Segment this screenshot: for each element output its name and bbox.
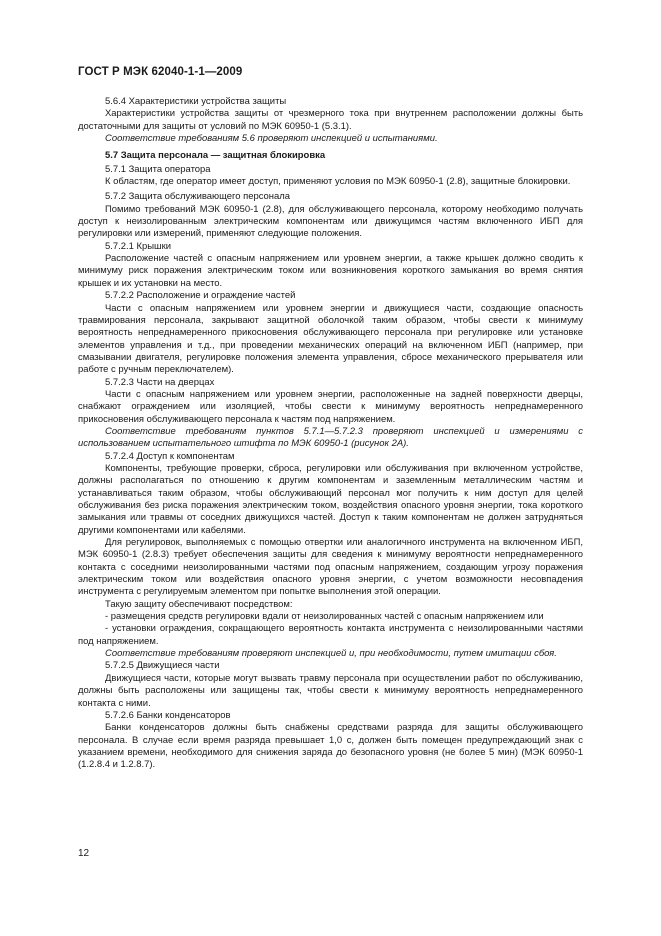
body-paragraph: Части с опасным напряжением или уровнем энергии и движущиеся части, создающие опасность травмирования персонала, закрывают защитной оболочкой таким образом, чтобы свести к минимуму вероятность непреднамеренного прикосновения обслуживающего персонала при регулировке или установке элементов управления и т.д., при проведении механических операций на включенном ИБП (например, при смазывании двигателя, регулировке положения элемента управления, сбросе механического прерывателя или работе с ручным переключателем). (78, 302, 583, 376)
clause-heading: 5.7.2.5 Движущиеся части (105, 660, 220, 672)
list-item: - установки ограждения, сокращающего вероятность контакта инструмента с неизолированными частями под напряжением. (78, 623, 583, 647)
body-paragraph: Такую защиту обеспечивают посредством: (105, 598, 293, 610)
page-number: 12 (78, 848, 90, 859)
clause-heading: 5.7.2.3 Части на дверцах (105, 376, 215, 388)
clause-heading: 5.7.2 Защита обслуживающего персонала (105, 191, 291, 203)
body-paragraph: Расположение частей с опасным напряжением или уровнем энергии, а также крышек должно сводить к минимуму риск поражения электрическим током или возникновения короткого замыкания во время снятия крышек и их установки на место. (78, 253, 583, 289)
body-paragraph: Помимо требований МЭК 60950-1 (2.8), для обслуживающего персонала, которому необходимо получать доступ к неизолированным электрическим компонентам или движущимся частям включенного ИБП для регулировки или измерений, применяют следующие положения. (78, 203, 583, 240)
document-header: ГОСТ Р МЭК 62040-1-1—2009 (78, 66, 243, 78)
document-body (78, 96, 583, 772)
body-paragraph: Компоненты, требующие проверки, сброса, регулировки или обслуживания при включенном устройстве, должны располагаться по отношению к другим компонентам и заземленным металлическим частям и устанавливаться таким образом, чтобы обслуживающий персонал мог получить к ним доступ для целей обслуживания без риска поражения электрическим током, воздействия опасного уровня энергии, тока короткого замыкания или травмы от соседних движущихся частей. Доступ к таким компонентам не должен затрудняться другими компонентами или кабелями. (78, 462, 583, 536)
section-heading: 5.7 Защита персонала — защитная блокировка (105, 150, 326, 162)
clause-heading: 5.6.4 Характеристики устройства защиты (105, 96, 287, 107)
clause-heading: 5.7.2.6 Банки конденсаторов (105, 709, 231, 721)
compliance-note: Соответствие требованиям проверяют инспекцией и, при необходимости, путем имитации сбоя. (105, 648, 557, 660)
body-paragraph: Для регулировок, выполняемых с помощью отвертки или аналогичного инструмента на включенном ИБП, МЭК 60950-1 (2.8.3) требует обеспечения защиты для сведения к минимуму вероятности непреднамеренного контакта с соседними неизолированными частями под опасным напряжением, создающим угрозу поражения электрическим током или воздействия опасного уровня энергии, с учетом возможности несовпадения инструмента с регулируемым элементом при попытке выполнения этой операции. (78, 537, 583, 598)
body-paragraph: Характеристики устройства защиты от чрезмерного тока при внутреннем расположении должны быть достаточными для защиты от условий по МЭК 60950-1 (5.3.1). (78, 108, 583, 132)
body-paragraph: К областям, где оператор имеет доступ, применяют условия по МЭК 60950-1 (2.8), защитные блокировки. (105, 176, 571, 188)
body-paragraph: Движущиеся части, которые могут вызвать травму персонала при осуществлении работ по обслуживанию, должны быть расположены или защищены так, чтобы свести к минимуму вероятность непреднамеренного контакта с ними. (78, 672, 583, 709)
body-paragraph: Части с опасным напряжением или уровнем энергии, расположенные на задней поверхности дверцы, снабжают ограждением или изоляцией, чтобы свести к минимуму вероятность непреднамеренного прикосновения обслуживающего персонала к частям под напряжением. (78, 388, 583, 425)
clause-heading: 5.7.2.4 Доступ к компонентам (105, 450, 235, 462)
clause-heading: 5.7.2.1 Крышки (105, 240, 171, 252)
list-item: - размещения средств регулировки вдали от неизолированных частей с опасным напряжением или (105, 611, 544, 623)
compliance-note: Соответствие требованиям 5.6 проверяют инспекцией и испытаниями. (105, 133, 438, 145)
clause-heading: 5.7.1 Защита оператора (105, 163, 211, 175)
clause-heading: 5.7.2.2 Расположение и ограждение частей (105, 290, 296, 302)
body-paragraph: Банки конденсаторов должны быть снабжены средствами разряда для защиты обслуживающего персонала. В случае если время разряда превышает 1,0 с, должен быть помещен предупреждающий знак с указанием времени, необходимого для снижения заряда до безопасного уровня (не более 5 мин) (МЭК 60950-1 (1.2.8.4 и 1.2.8.7). (78, 722, 583, 771)
compliance-note: Соответствие требованиям пунктов 5.7.1—5.7.2.3 проверяют инспекцией и измерениями с использованием испытательного штифта по МЭК 60950-1 (рисунок 2А). (78, 425, 583, 450)
